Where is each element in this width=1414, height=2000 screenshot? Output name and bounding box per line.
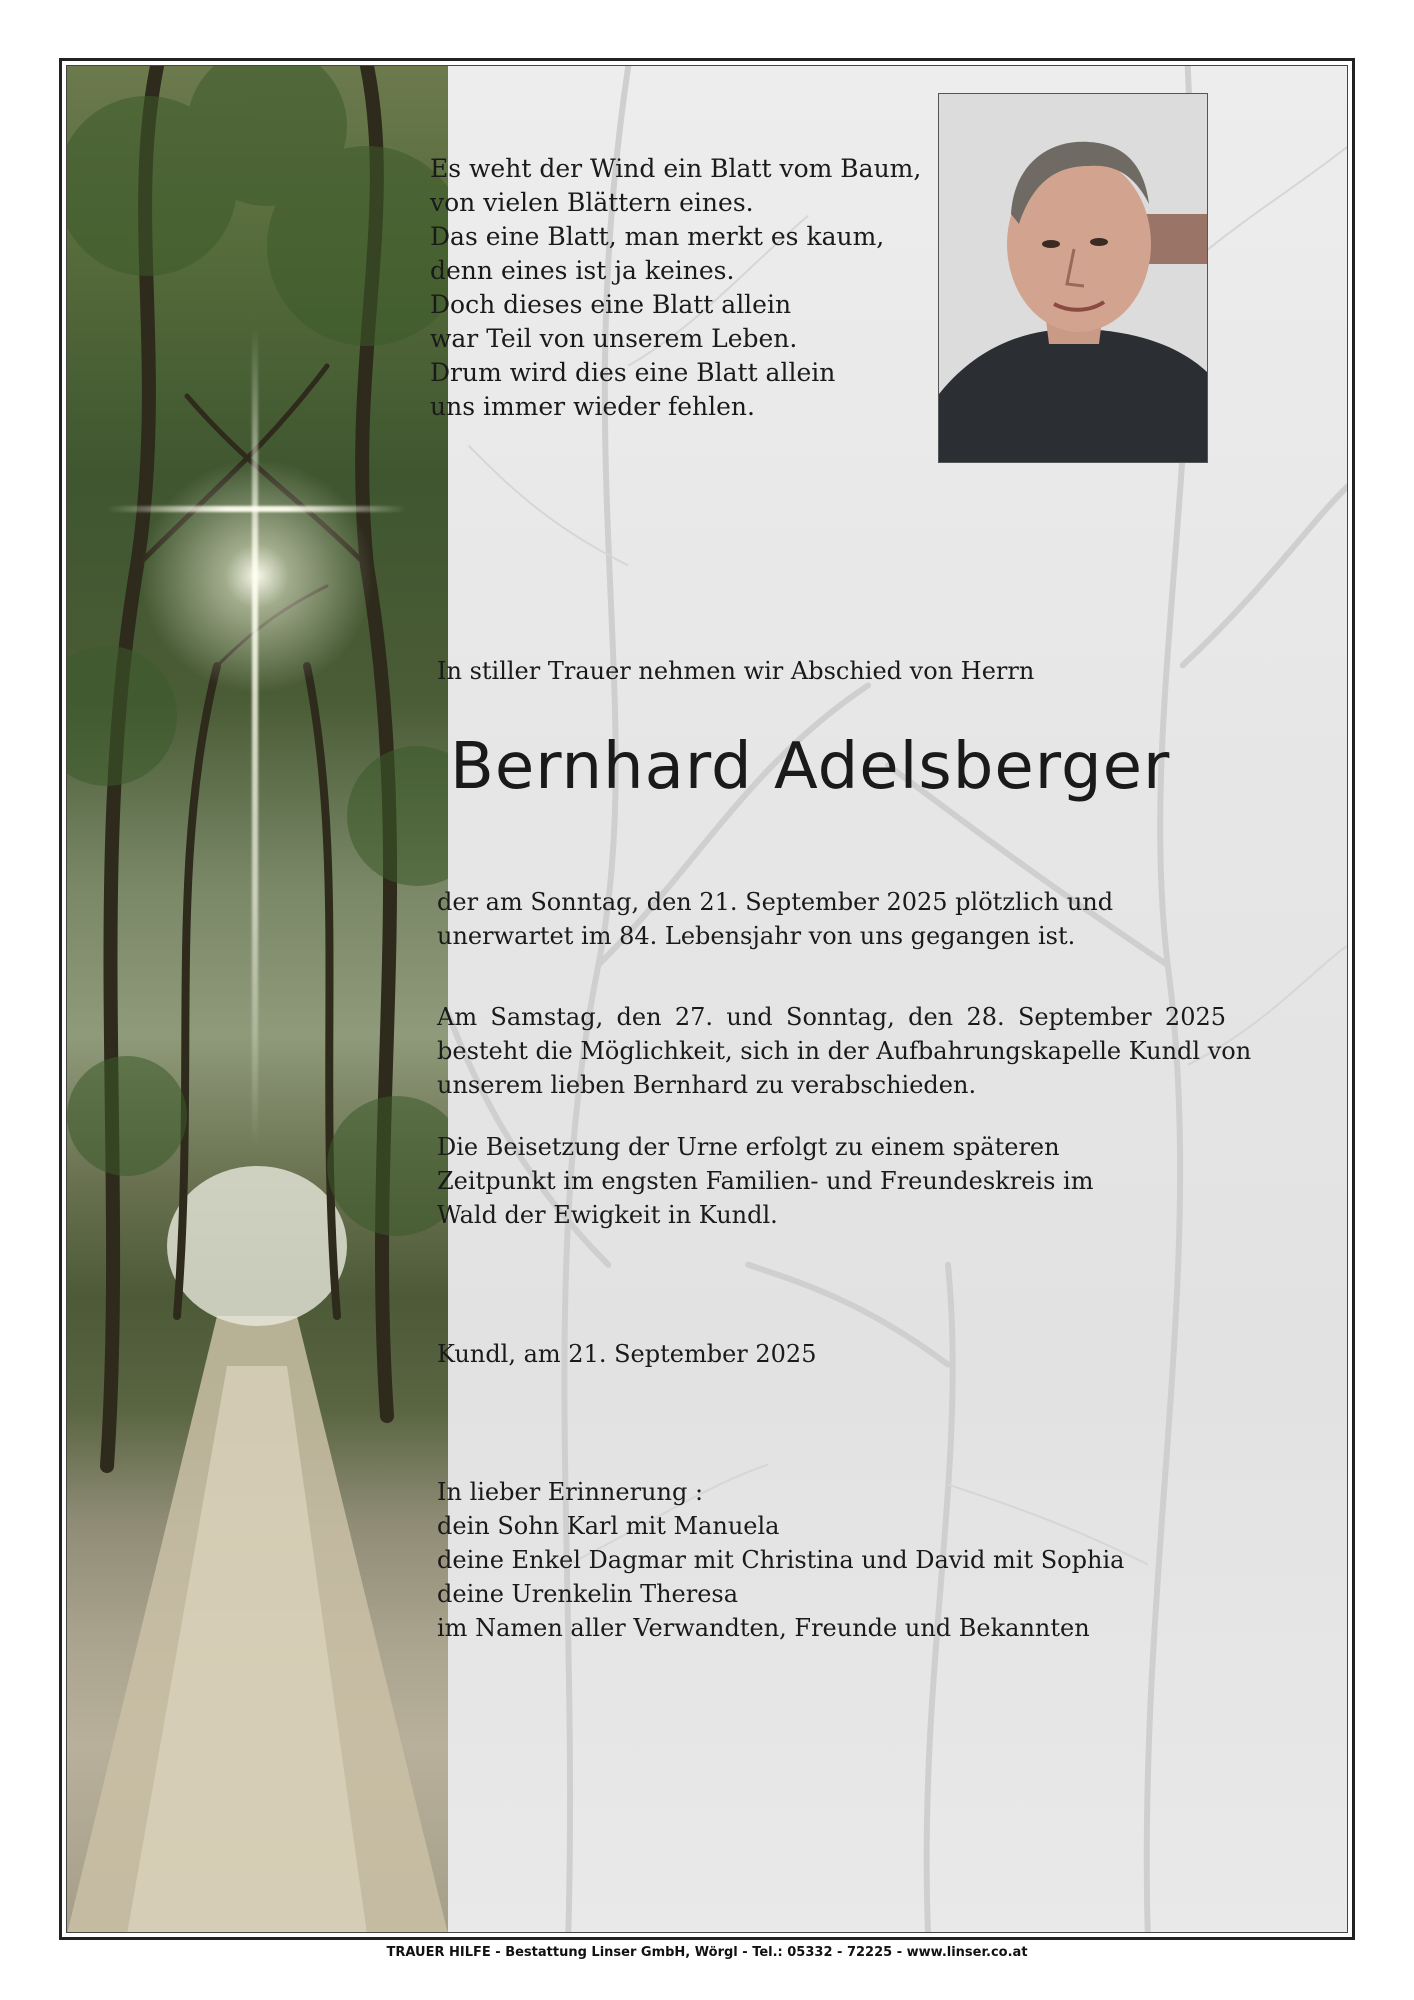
paragraph-line: Wald der Ewigkeit in Kundl. [437,1201,778,1229]
paragraph-line: Die Beisetzung der Urne erfolgt zu einem späteren [437,1133,1060,1161]
poem [430,152,921,424]
poem-line: Das eine Blatt, man merkt es kaum, [430,222,885,251]
poem-line: uns immer wieder fehlen. [430,392,755,421]
paragraph-line: unerwartet im 84. Lebensjahr von uns gegangen ist. [437,922,1076,950]
word: Sonntag, [786,1003,895,1031]
light-cross-horizontal [107,506,407,512]
word: den [908,1003,954,1031]
death-notice-paragraph [437,885,1227,953]
word: 27. [674,1003,714,1031]
poem-line: von vielen Blättern eines. [430,188,754,217]
mourner-line: deine Enkel Dagmar mit Christina und David mit Sophia [437,1546,1125,1574]
paragraph-line: der am Sonntag, den 21. September 2025 plötzlich und [437,888,1114,916]
poem-line: Drum wird dies eine Blatt allein [430,358,836,387]
mourners-list [437,1475,1124,1645]
paragraph-line-justified [437,1000,1226,1034]
word: 2025 [1164,1003,1226,1031]
mourner-line: deine Urenkelin Theresa [437,1580,739,1608]
poem-line: Es weht der Wind ein Blatt vom Baum, [430,154,922,183]
paragraph-line: unserem lieben Bernhard zu verabschieden. [437,1071,977,1099]
mourner-line: dein Sohn Karl mit Manuela [437,1512,780,1540]
burial-paragraph [437,1130,1227,1232]
word: 28. [966,1003,1005,1031]
forest-path-photo [67,66,448,1932]
word: September [1017,1003,1152,1031]
deceased-portrait-photo [938,93,1208,463]
mourners-heading: In lieber Erinnerung : [437,1478,704,1506]
paragraph-line: Zeitpunkt im engsten Familien- und Freundeskreis im [437,1167,1094,1195]
intro-line: In stiller Trauer nehmen wir Abschied von Herrn [437,657,1035,685]
funeral-home-footer: TRAUER HILFE - Bestattung Linser GmbH, Wörgl - Tel.: 05332 - 72225 - www.linser.co.at [386,1945,1028,1960]
word: den [616,1003,662,1031]
viewing-paragraph [437,1000,1252,1102]
paragraph-line: besteht die Möglichkeit, sich in der Aufbahrungskapelle Kundl von [437,1037,1252,1065]
mourner-line: im Namen aller Verwandten, Freunde und Bekannten [437,1614,1090,1642]
word: und [726,1003,773,1031]
word: Am [437,1003,478,1031]
poem-line: Doch dieses eine Blatt allein [430,290,792,319]
place-and-date: Kundl, am 21. September 2025 [437,1340,817,1368]
poem-line: denn eines ist ja keines. [430,256,735,285]
deceased-name: Bernhard Adelsberger [450,730,1171,804]
poem-line: war Teil von unserem Leben. [430,324,798,353]
light-cross-vertical [252,326,258,1146]
word: Samstag, [490,1003,604,1031]
